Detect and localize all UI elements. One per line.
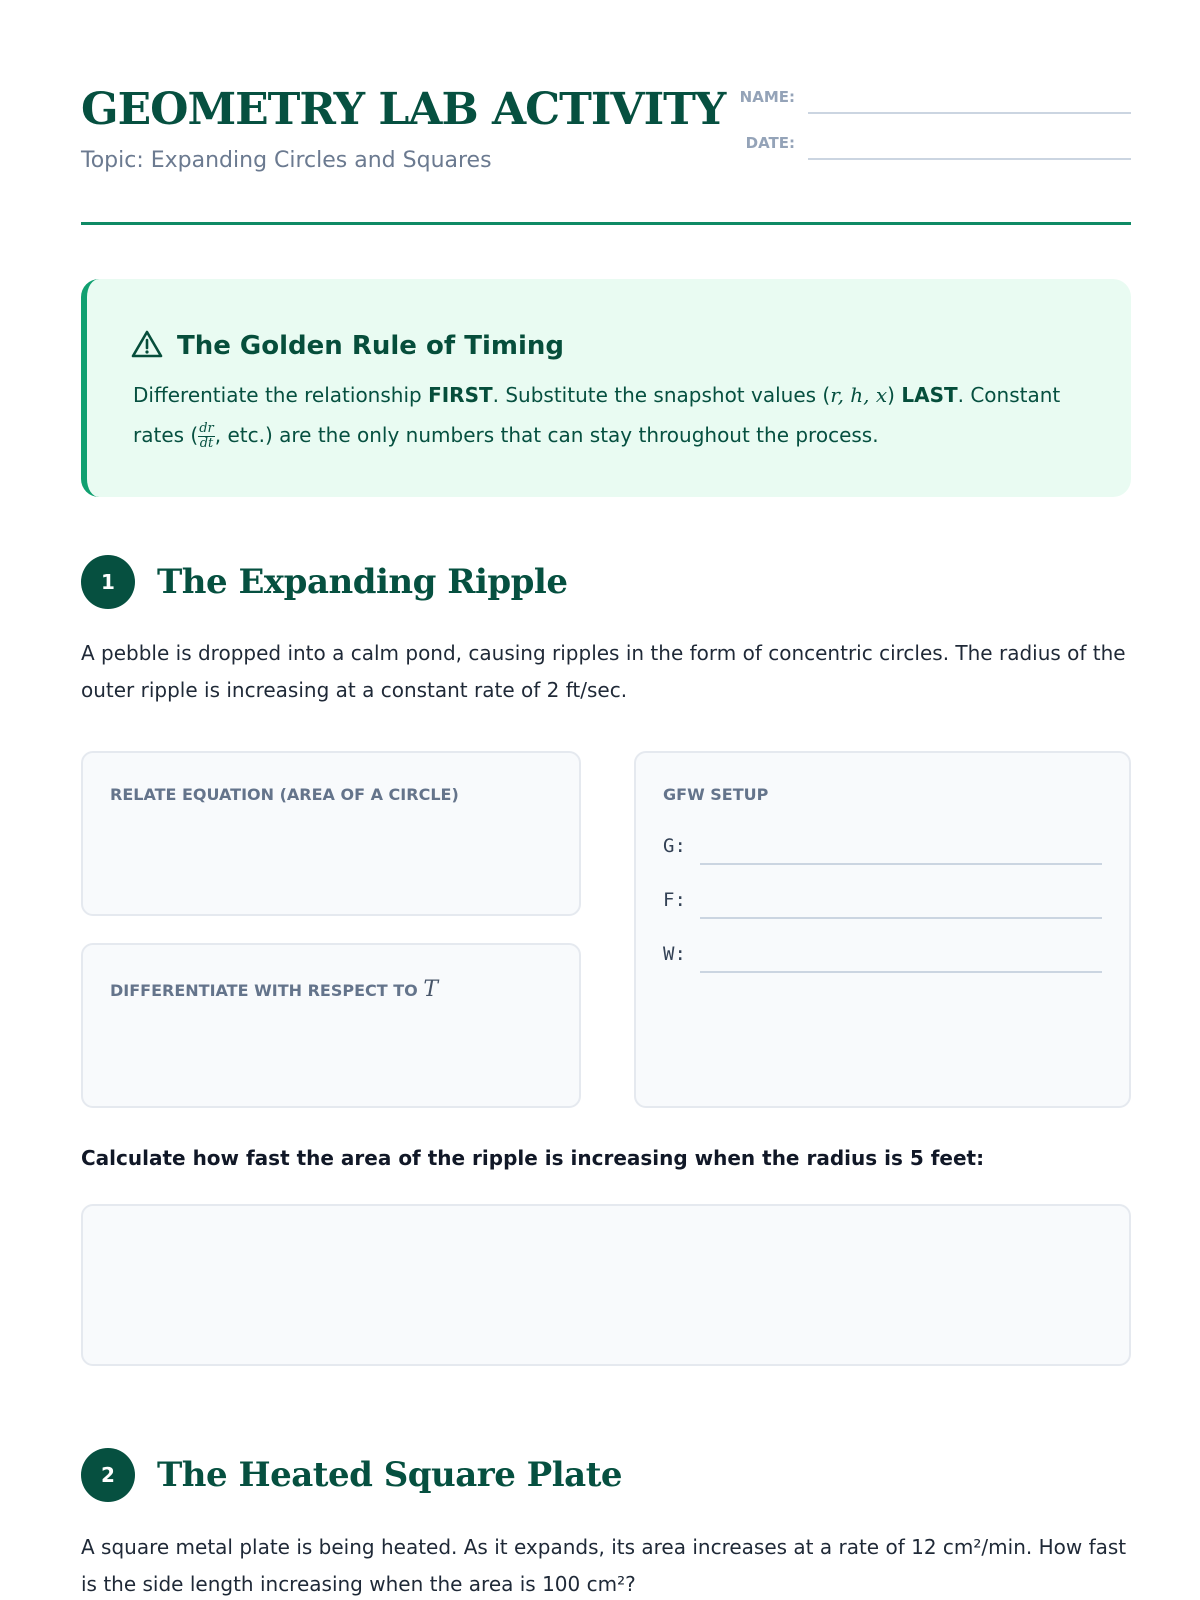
gfw-given-row <box>663 835 1102 865</box>
section-number-badge: 1 <box>81 555 135 609</box>
worksheet-header <box>81 84 1131 224</box>
answer-box[interactable] <box>81 1204 1131 1366</box>
gfw-find-row <box>663 889 1102 919</box>
callout-title: The Golden Rule of Timing <box>177 331 564 361</box>
page-title: GEOMETRY LAB ACTIVITY <box>81 84 726 135</box>
box-label: GFW SETUP <box>663 785 769 804</box>
gfw-setup-box <box>634 751 1131 1108</box>
page-subtitle: Topic: Expanding Circles and Squares <box>81 148 492 173</box>
differentiate-box[interactable] <box>81 943 581 1108</box>
warning-triangle-icon <box>131 329 163 363</box>
snapshot-variables: r, h, x <box>830 383 888 407</box>
callout-text: Differentiate the relationship FIRST. Substitute the snapshot values (r, h, x) LAST. Constant rates ( $\frac{dr}{dt}$ , etc.) are the only numbers that can stay throughout the process. <box>133 383 1061 451</box>
header-divider <box>81 222 1131 225</box>
section-2-header <box>81 1448 622 1502</box>
gfw-key: G: <box>663 835 686 857</box>
gfw-key: F: <box>663 889 686 911</box>
gfw-key: W: <box>663 943 686 965</box>
when-field[interactable] <box>700 971 1102 973</box>
find-field[interactable] <box>700 917 1102 919</box>
date-label: DATE: <box>745 134 795 152</box>
section-title: The Heated Square Plate <box>157 1455 623 1495</box>
section-title: The Expanding Ripple <box>157 562 568 602</box>
section-1-header <box>81 555 567 609</box>
relate-equation-box[interactable] <box>81 751 581 916</box>
name-label: NAME: <box>739 88 795 106</box>
golden-rule-callout <box>81 279 1131 497</box>
box-label: RELATE EQUATION (AREA OF A CIRCLE) <box>110 785 459 804</box>
rate-fraction: $\frac{dr}{dt}$ <box>199 421 214 451</box>
given-field[interactable] <box>700 863 1102 865</box>
question-prompt: Calculate how fast the area of the ripple is increasing when the radius is 5 feet: <box>81 1146 985 1170</box>
gfw-when-row <box>663 943 1102 973</box>
problem-description: A square metal plate is being heated. As it expands, its area increases at a rate of 12 cm²/min. How fast is the side length increasing when the area is 100 cm²? <box>81 1535 1127 1596</box>
name-field[interactable] <box>808 88 1131 114</box>
section-number-badge: 2 <box>81 1448 135 1502</box>
date-row <box>731 130 1131 160</box>
callout-header <box>131 329 564 363</box>
name-row <box>731 84 1131 114</box>
box-label: DIFFERENTIATE WITH RESPECT TO T <box>110 977 438 1002</box>
date-field[interactable] <box>808 134 1131 160</box>
problem-description: A pebble is dropped into a calm pond, causing ripples in the form of concentric circles. The radius of the outer ripple is increasing at a constant rate of 2 ft/sec. <box>81 641 1126 702</box>
